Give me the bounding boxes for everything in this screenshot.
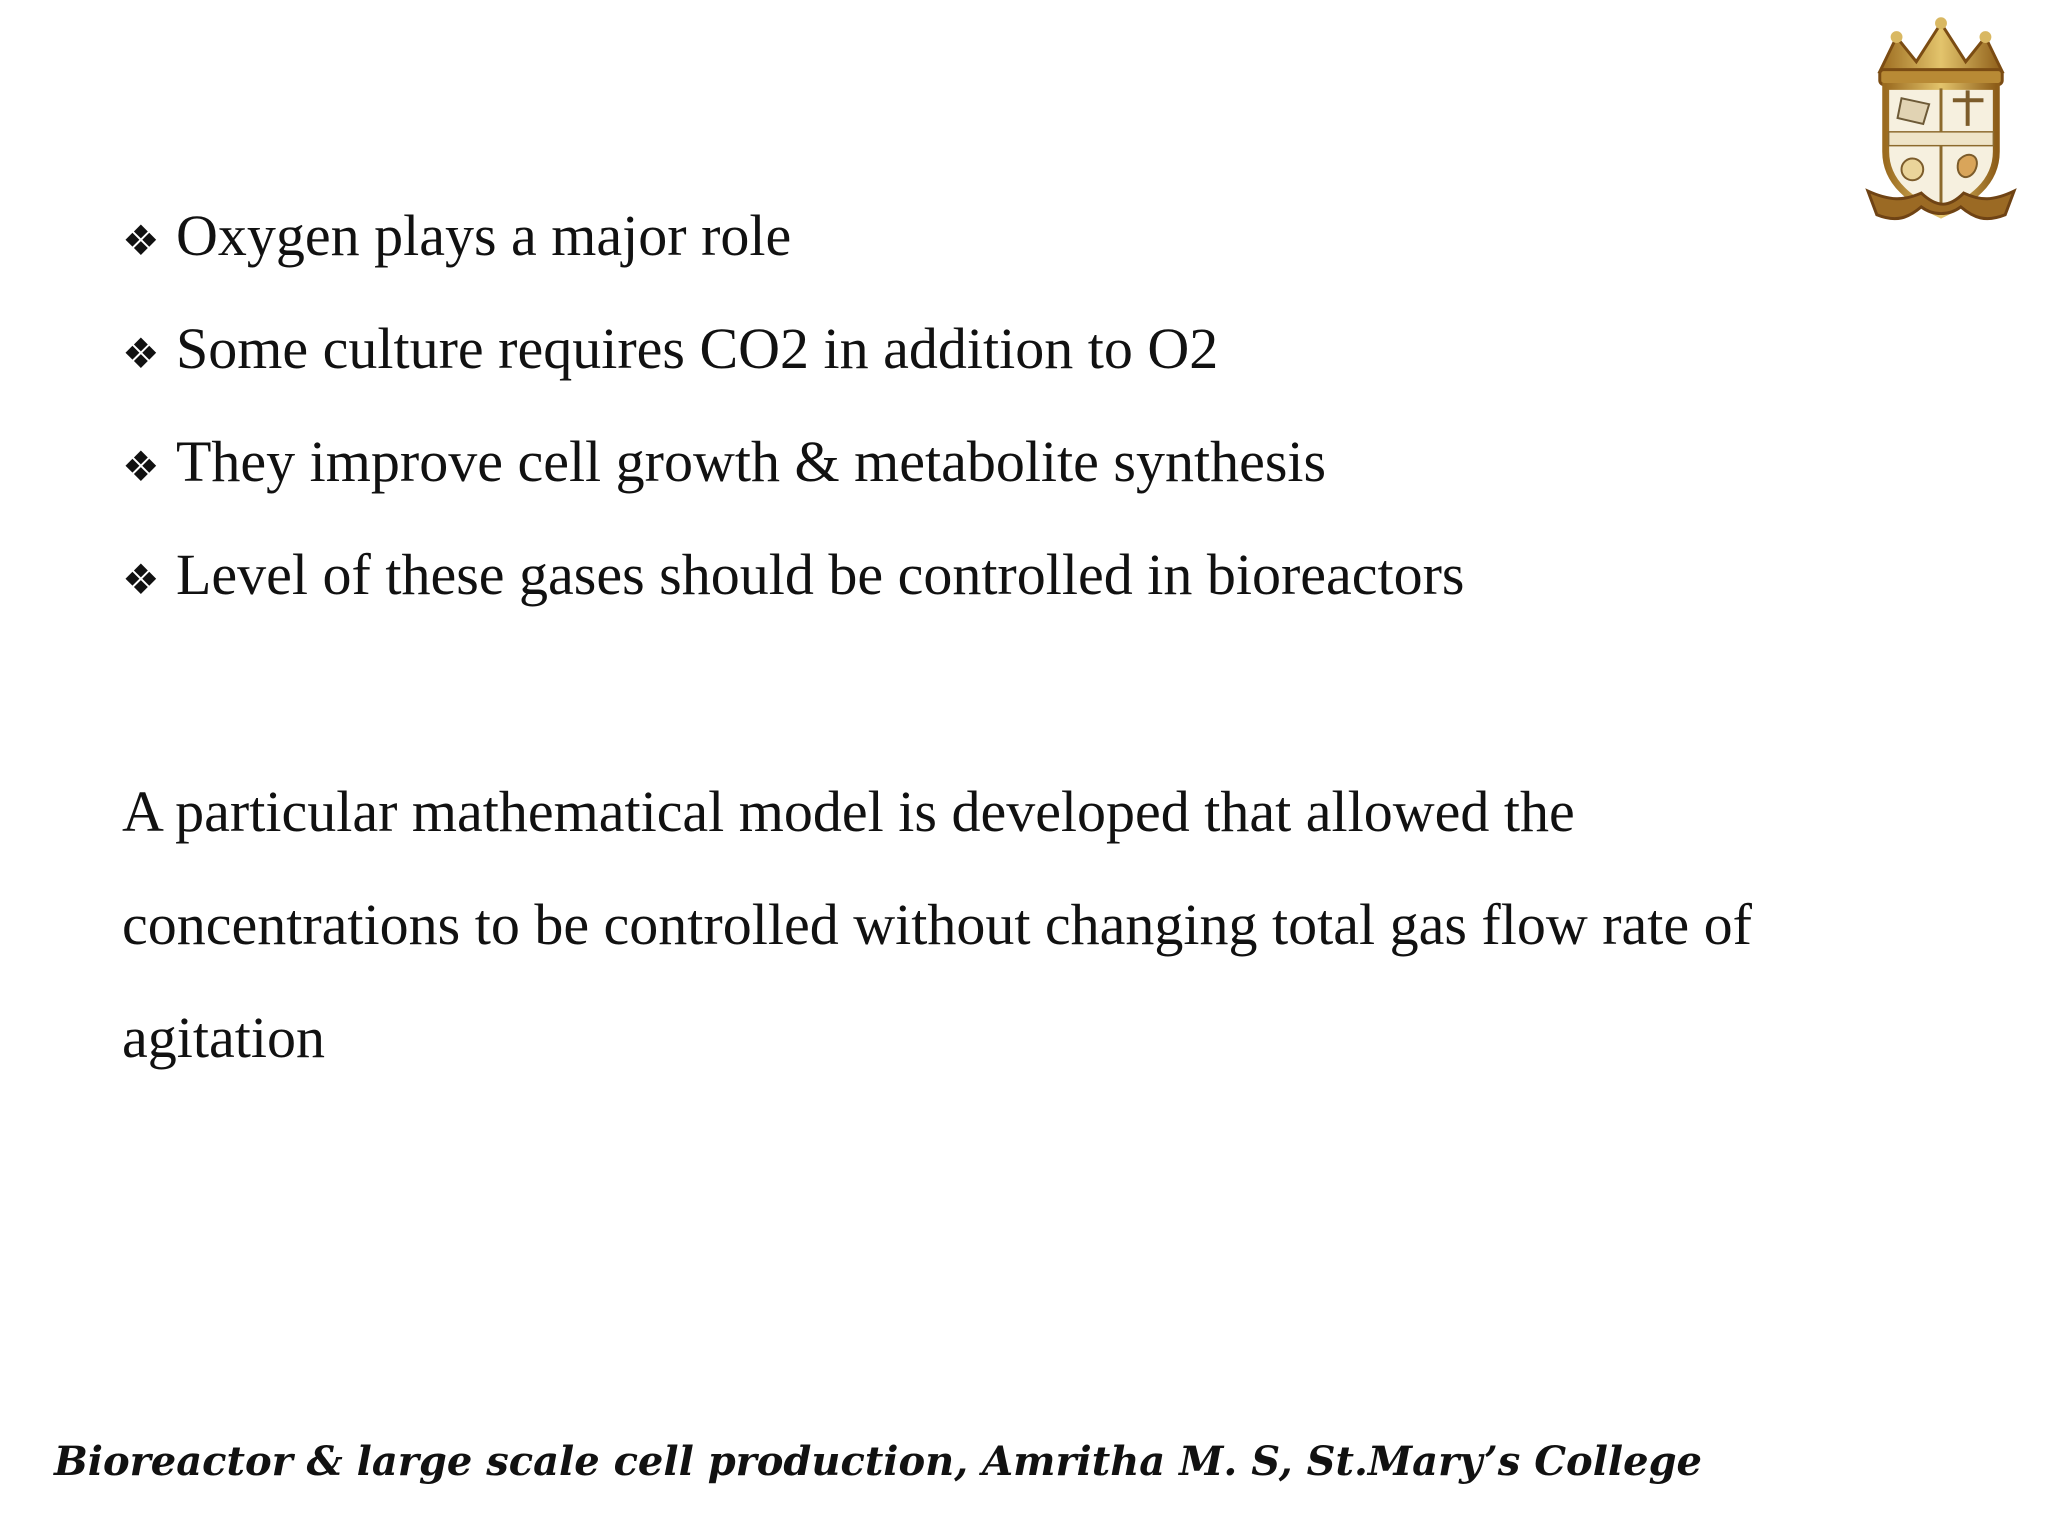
- bullet-text: Oxygen plays a major role: [176, 203, 792, 268]
- bullet-item: [122, 309, 1465, 422]
- four-diamond-bullet-icon: ❖: [122, 558, 160, 604]
- bullet-text: Some culture requires CO2 in addition to O2: [176, 316, 1219, 381]
- bullet-item: [122, 196, 1465, 309]
- college-crest-icon: [1862, 14, 2020, 224]
- four-diamond-bullet-icon: ❖: [122, 445, 160, 491]
- four-diamond-bullet-icon: ❖: [122, 332, 160, 378]
- slide-footer: Bioreactor & large scale cell production, Amritha M. S, St.Mary’s College: [54, 1438, 1702, 1485]
- bullet-list: [122, 196, 1465, 648]
- bullet-item: [122, 535, 1465, 648]
- bullet-item: [122, 422, 1465, 535]
- body-paragraph: A particular mathematical model is developed that allowed the concentrations to be controlled without changing total gas flow rate of agitation: [122, 779, 1752, 1070]
- bullet-text: They improve cell growth & metabolite synthesis: [176, 429, 1327, 494]
- bullet-text: Level of these gases should be controlled in bioreactors: [176, 542, 1465, 607]
- four-diamond-bullet-icon: ❖: [122, 219, 160, 265]
